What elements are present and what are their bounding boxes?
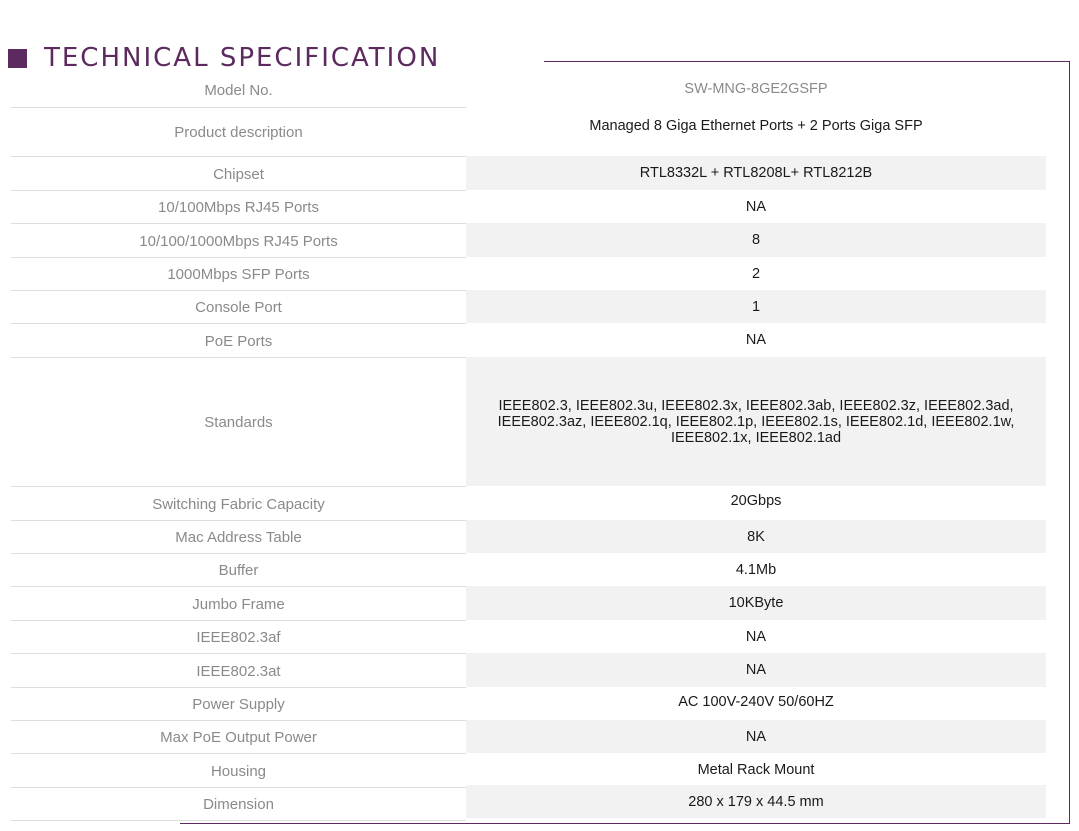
frame-border-bottom [180,823,1070,824]
spec-label: 1000Mbps SFP Ports [11,257,466,291]
spec-row-mac-table [0,520,1079,553]
spec-label: Chipset [11,156,466,191]
spec-value: 4.1Mb [735,561,777,578]
spec-row-buffer [0,553,1079,586]
spec-label: Dimension [11,787,466,821]
spec-row-max-poe-output [0,720,1079,753]
frame-border-top [544,61,1070,62]
spec-label: Switching Fabric Capacity [11,486,466,521]
spec-value: NA [745,332,767,348]
spec-value: NA [745,628,767,645]
spec-label: Housing [11,753,466,788]
spec-label: 10/100/1000Mbps RJ45 Ports [11,223,466,258]
section-heading [8,40,440,76]
spec-label: Buffer [11,553,466,587]
spec-row-switching-capacity [0,486,1079,520]
spec-row-jumbo-frame [0,586,1079,620]
spec-label: Model No. [204,82,273,99]
spec-value: 1 [466,290,1046,323]
spec-value: Managed 8 Giga Ethernet Ports + 2 Ports Giga SFP [589,117,923,134]
spec-value: 2 [751,265,761,282]
spec-label: Max PoE Output Power [11,720,466,754]
spec-label: Jumbo Frame [11,586,466,621]
spec-value: 20Gbps [730,493,782,509]
spec-row-standards [0,357,1079,486]
spec-value: 8K [466,520,1046,553]
heading-square-marker [8,49,27,68]
spec-value: AC 100V-240V 50/60HZ [678,693,834,710]
spec-value: RTL8332L + RTL8208L+ RTL8212B [466,156,1046,190]
spec-value: NA [466,653,1046,687]
spec-row-ieee8023at [0,653,1079,687]
table-bottom-rule [11,820,466,821]
spec-label: Console Port [11,290,466,324]
spec-value: NA [466,720,1046,753]
spec-row-chipset [0,156,1079,190]
spec-value: 280 x 179 x 44.5 mm [466,785,1046,818]
spec-row-dimension [0,787,1079,820]
spec-label: Product description [11,107,466,157]
spec-value: IEEE802.3, IEEE802.3u, IEEE802.3x, IEEE802.3ab, IEEE802.3z, IEEE802.3ad, IEEE802.3az, IEEE802.1q, IEEE802.1p, IEEE802.1s, IEEE802.1d, IEEE802.1w, IEEE802.1x, IEEE802.1ad [466,357,1046,486]
spec-value: NA [745,198,767,215]
spec-row-console-port [0,290,1079,323]
spec-label: Standards [11,357,466,487]
spec-label: Power Supply [11,687,466,721]
spec-row-poe-ports [0,323,1079,357]
spec-label: PoE Ports [11,323,466,358]
spec-value: SW-MNG-8GE2GSFP [684,80,828,97]
spec-row-10-100-1000-rj45 [0,223,1079,257]
spec-row-10-100-rj45 [0,190,1079,223]
spec-value: 8 [466,223,1046,257]
spec-label: IEEE802.3af [11,620,466,654]
spec-row-housing [0,753,1079,787]
spec-label: Mac Address Table [11,520,466,554]
spec-value: 10KByte [466,586,1046,620]
section-title: TECHNICAL SPECIFICATION [44,43,441,73]
spec-row-ieee8023af [0,620,1079,653]
spec-row-sfp-ports [0,257,1079,290]
spec-label: 10/100Mbps RJ45 Ports [11,190,466,224]
spec-value: Metal Rack Mount [697,762,815,778]
spec-row-power-supply [0,687,1079,720]
spec-row-product-description [0,107,1079,156]
spec-label: IEEE802.3at [11,653,466,688]
